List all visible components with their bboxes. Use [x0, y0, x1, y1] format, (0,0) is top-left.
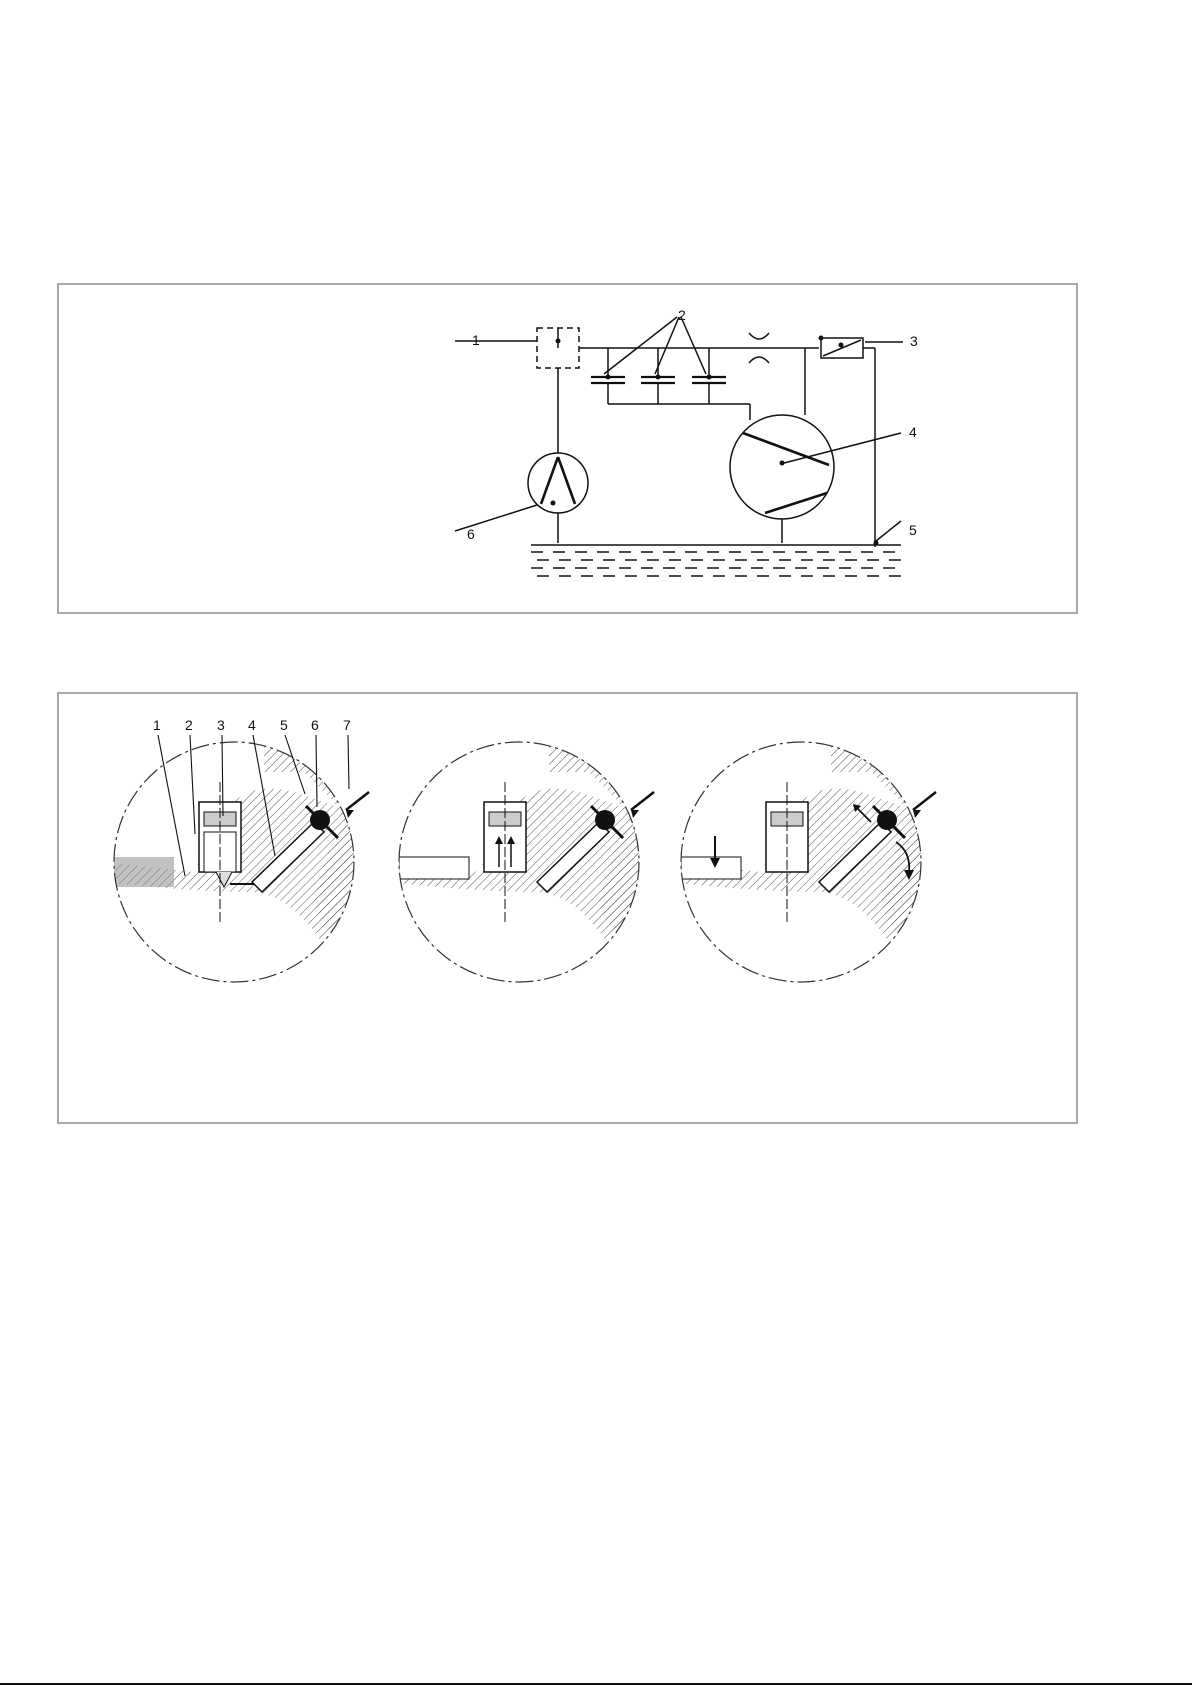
label-5: 5: [909, 522, 917, 538]
hydraulic-circuit-diagram: [59, 285, 1080, 616]
reservoir: [531, 545, 901, 576]
nozzle-label-5: 5: [280, 717, 288, 733]
view-1: [104, 742, 374, 1002]
label-3: 3: [910, 333, 918, 349]
label-4: 4: [909, 424, 917, 440]
nozzle-label-7: 7: [343, 717, 351, 733]
label-1: 1: [472, 332, 480, 348]
nozzle-label-1: 1: [153, 717, 161, 733]
label-6: 6: [467, 526, 475, 542]
nozzle-label-6: 6: [311, 717, 319, 733]
hydraulic-diagram-frame: [57, 283, 1078, 614]
nozzle-label-2: 2: [185, 717, 193, 733]
nozzle-label-3: 3: [217, 717, 225, 733]
cooling-nozzle-diagram: [59, 694, 1080, 1126]
nozzle-label-4: 4: [248, 717, 256, 733]
view-3: [671, 742, 941, 1002]
label-2: 2: [678, 307, 686, 323]
cooling-nozzle-diagram-frame: [57, 692, 1078, 1124]
view-2: [389, 742, 659, 1002]
